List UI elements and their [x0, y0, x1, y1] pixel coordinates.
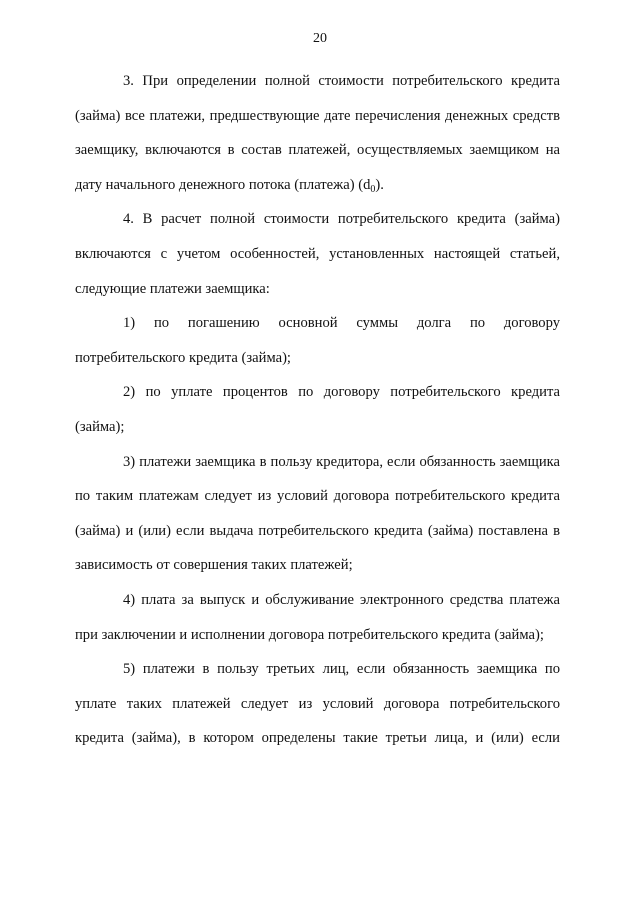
paragraph-3-subscript: 0 — [370, 183, 376, 195]
page-number: 20 — [313, 31, 327, 46]
paragraph-3-end: ). — [375, 176, 384, 193]
list-item-5: 5) платежи в пользу третьих лиц, если обязанность заемщика по уплате таких платежей следует из условий договора потребительского кредита (займа), в котором определены такие третьи лица, и (или) если — [75, 661, 560, 747]
paragraph-4: 4. В расчет полной стоимости потребительского кредита (займа) включаются с учетом особенностей, установленных настоящей статьей, следующие платежи заемщика: — [75, 211, 560, 297]
paragraph-3 — [75, 64, 560, 202]
list-item-3: 3) платежи заемщика в пользу кредитора, если обязанность заемщика по таким платежам следует из условий договора потребительского кредита (займа) и (или) если выдача потребительского кредита (займа) поставлена в зависимость от совершения таких платежей; — [75, 453, 560, 574]
list-item-1: 1) по погашению основной суммы долга по договору потребительского кредита (займа); — [75, 315, 560, 366]
paragraph-3-text: 3. При определении полной стоимости потребительского кредита (займа) все платежи, предшествующие дате перечисления денежных средств заемщику, включаются в состав платежей, осуществляемых заемщиком на дату начального денежного потока (платежа) (d — [75, 73, 560, 193]
document-body — [75, 64, 560, 756]
list-item-2: 2) по уплате процентов по договору потребительского кредита (займа); — [75, 384, 560, 435]
list-item-4: 4) плата за выпуск и обслуживание электронного средства платежа при заключении и исполнении договора потребительского кредита (займа); — [75, 591, 560, 643]
